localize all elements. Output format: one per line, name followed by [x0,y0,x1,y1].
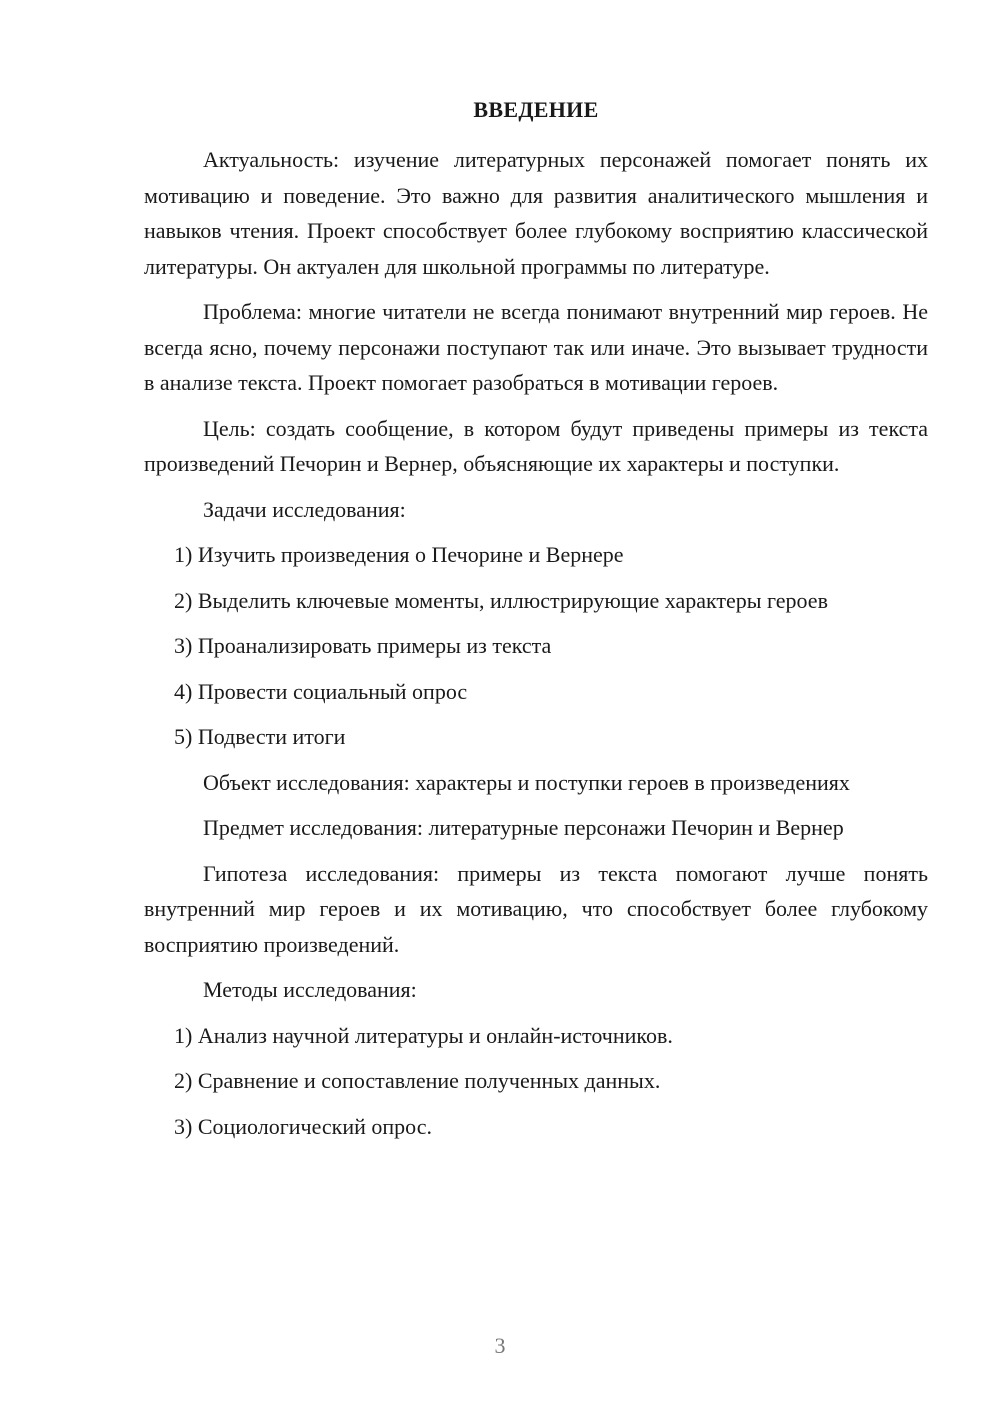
document-page [144,96,928,1154]
paragraph-goal: Цель: создать сообщение, в котором будут приведены примеры из текста произведений Печорин и Вернер, объясняющие их характеры и поступки. [144,415,928,476]
list-item: 3) Проанализировать примеры из текста [174,633,552,658]
list-item: 4) Провести социальный опрос [174,678,468,704]
list-item: 1) Анализ научной литературы и онлайн-источников. [174,1022,673,1048]
methods-heading: Методы исследования: [203,977,417,1002]
page-number: 3 [494,1333,506,1358]
list-item: 1) Изучить произведения о Печорине и Вернере [174,542,624,567]
paragraph-problem: Проблема: многие читатели не всегда понимают внутренний мир героев. Не всегда ясно, почему персонажи поступают так или иначе. Это вызывает трудности в анализе текста. Проект помогает разобраться в мотивации героев. [144,299,928,395]
list-item: 2) Выделить ключевые моменты, иллюстрирующие характеры героев [174,587,828,613]
methods-list [144,1018,928,1145]
section-title: ВВЕДЕНИЕ [473,97,599,122]
paragraph-subject: Предмет исследования: литературные персонажи Печорин и Вернер [203,815,844,840]
tasks-list [144,537,928,755]
paragraph-hypothesis: Гипотеза исследования: примеры из текста помогают лучше понять внутренний мир героев и их мотивацию, что способствует более глубокому восприятию произведений. [144,860,928,957]
list-item: 5) Подвести итоги [174,724,346,749]
tasks-heading: Задачи исследования: [203,496,406,522]
list-item: 2) Сравнение и сопоставление полученных данных. [174,1068,661,1093]
paragraph-relevance: Актуальность: изучение литературных персонажей помогает понять их мотивацию и поведение. Это важно для развития аналитического мышления и навыков чтения. Проект способствует более глубокому восприятию классической литературы. Он актуален для школьной программы по литературе. [144,147,928,279]
paragraph-object: Объект исследования: характеры и поступки героев в произведениях [203,769,850,795]
list-item: 3) Социологический опрос. [174,1113,432,1139]
